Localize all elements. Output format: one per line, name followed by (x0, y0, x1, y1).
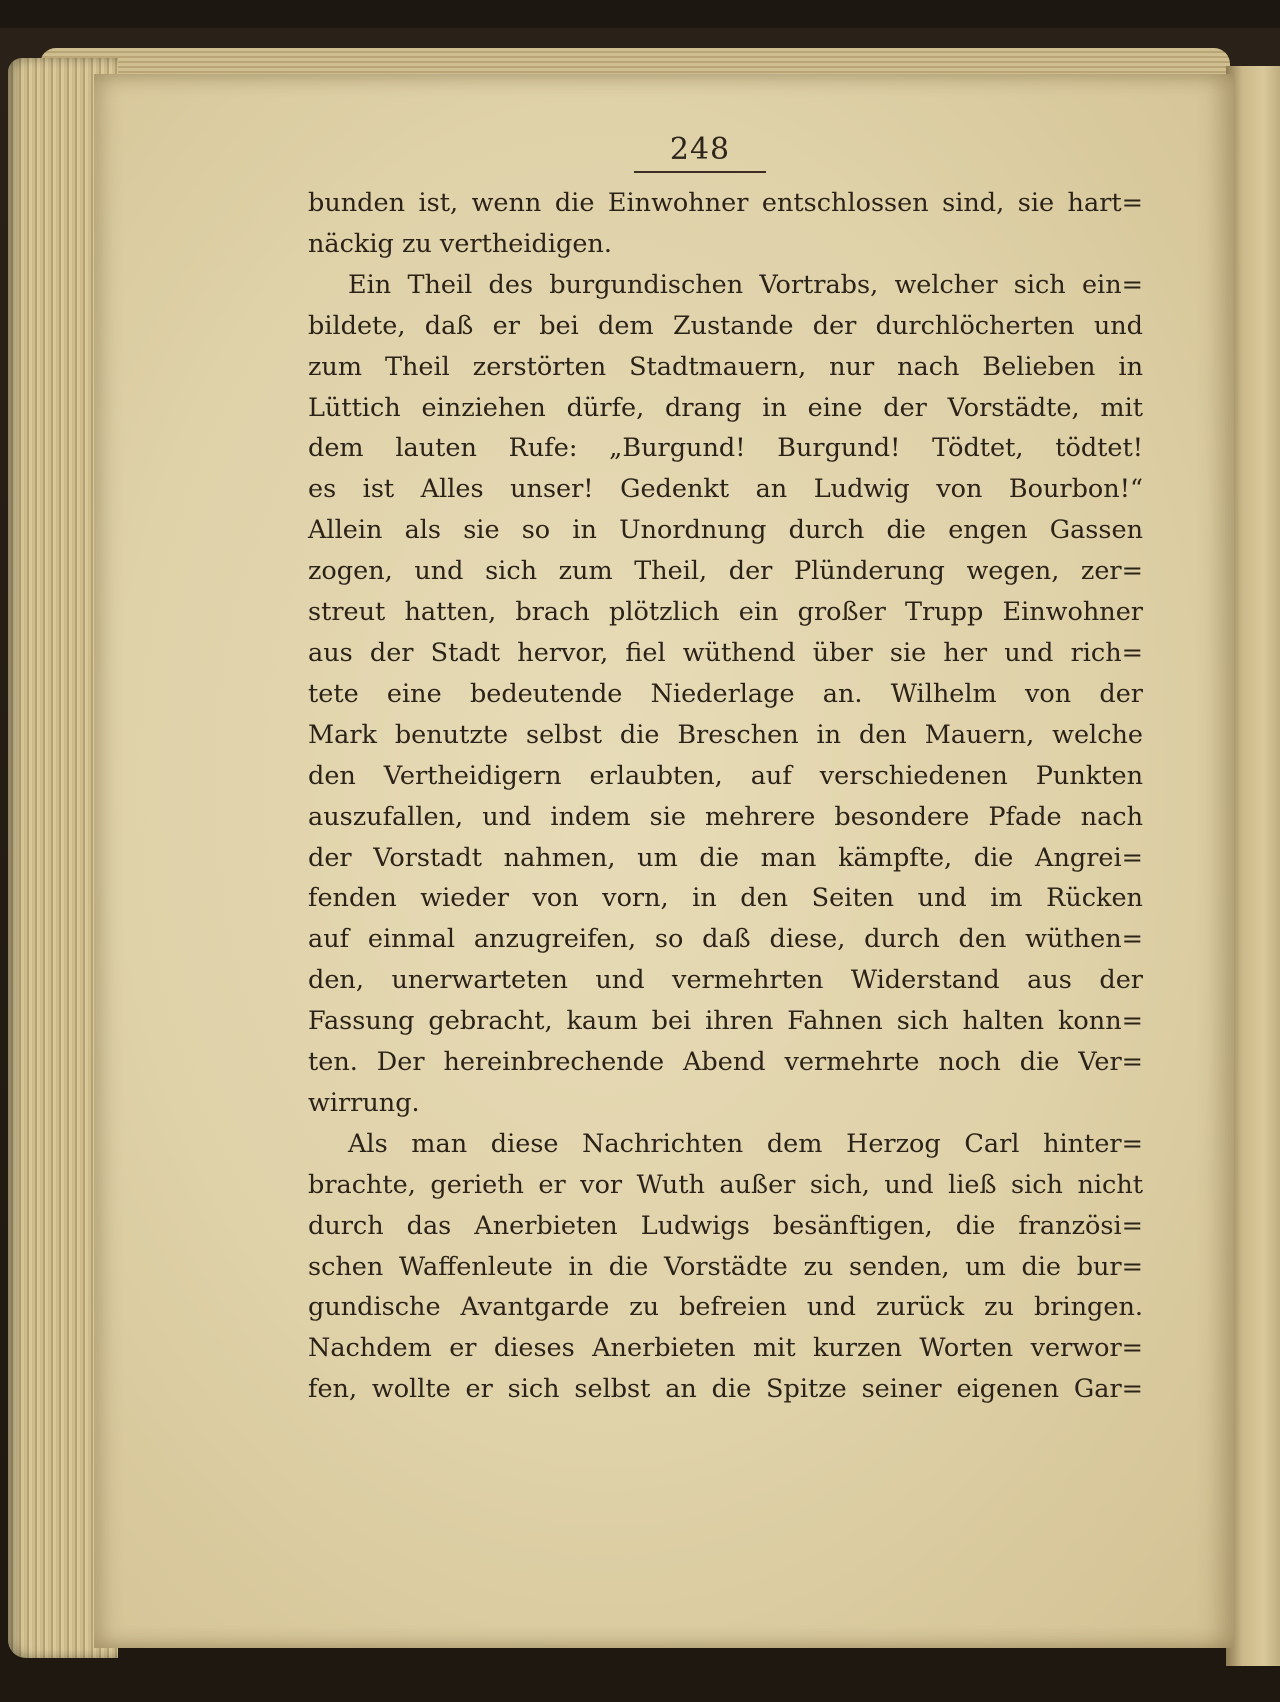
text-line: brachte, gerieth er vor Wuth außer sich, und ließ sich nicht (308, 1169, 1143, 1200)
text-line: näckig zu vertheidigen. (308, 228, 612, 259)
text-line: der Vorstadt nahmen, um die man kämpfte, die Angrei= (308, 842, 1143, 873)
text-line: es ist Alles unser! Gedenkt an Ludwig von Bourbon!“ (308, 474, 1143, 505)
page-text (308, 183, 1143, 1410)
page-number: 248 (634, 132, 766, 173)
next-page-strip (1226, 66, 1280, 1666)
text-line: Nachdem er dieses Anerbieten mit kurzen Worten verwor= (308, 1333, 1143, 1364)
text-line: Lüttich einziehen dürfe, drang in eine der Vorstädte, mit (308, 392, 1143, 423)
text-line: auszufallen, und indem sie mehrere besondere Pfade nach (308, 801, 1143, 832)
text-line: wirrung. (308, 1087, 420, 1118)
text-line: Allein als sie so in Unordnung durch die engen Gassen (308, 515, 1143, 546)
text-line: bildete, daß er bei dem Zustande der durchlöcherten und (308, 310, 1143, 341)
text-line: zogen, und sich zum Theil, der Plünderung wegen, zer= (308, 556, 1143, 587)
text-line: den, unerwarteten und vermehrten Widerstand aus der (308, 965, 1143, 996)
text-line: Fassung gebracht, kaum bei ihren Fahnen sich halten konn= (308, 1006, 1143, 1037)
text-line: tete eine bedeutende Niederlage an. Wilhelm von der (308, 678, 1143, 709)
text-line: aus der Stadt hervor, fiel wüthend über sie her und rich= (308, 637, 1143, 668)
text-line: dem lauten Rufe: „Burgund! Burgund! Tödtet, tödtet! (308, 433, 1143, 464)
text-line: gundische Avantgarde zu befreien und zurück zu bringen. (308, 1292, 1143, 1323)
page-header (0, 132, 1280, 173)
text-line: bunden ist, wenn die Einwohner entschlossen sind, sie hart= (308, 188, 1143, 218)
text-line: Als man diese Nachrichten dem Herzog Carl hinter= (348, 1128, 1143, 1159)
text-line: streut hatten, brach plötzlich ein großer Trupp Einwohner (308, 597, 1143, 628)
text-line: durch das Anerbieten Ludwigs besänftigen, die französi= (308, 1210, 1143, 1241)
text-line: den Vertheidigern erlaubten, auf verschiedenen Punkten (308, 760, 1143, 791)
text-line: Ein Theil des burgundischen Vortrabs, welcher sich ein= (348, 269, 1143, 300)
text-line: ten. Der hereinbrechende Abend vermehrte noch die Ver= (308, 1047, 1143, 1078)
text-line: fenden wieder von vorn, in den Seiten und im Rücken (308, 883, 1143, 914)
text-line: zum Theil zerstörten Stadtmauern, nur nach Belieben in (308, 351, 1143, 382)
text-line: schen Waffenleute in die Vorstädte zu senden, um die bur= (308, 1251, 1143, 1282)
text-line: fen, wollte er sich selbst an die Spitze seiner eigenen Gar= (308, 1374, 1143, 1405)
text-line: Mark benutzte selbst die Breschen in den Mauern, welche (308, 719, 1143, 750)
text-line: auf einmal anzugreifen, so daß diese, durch den wüthen= (308, 924, 1143, 955)
